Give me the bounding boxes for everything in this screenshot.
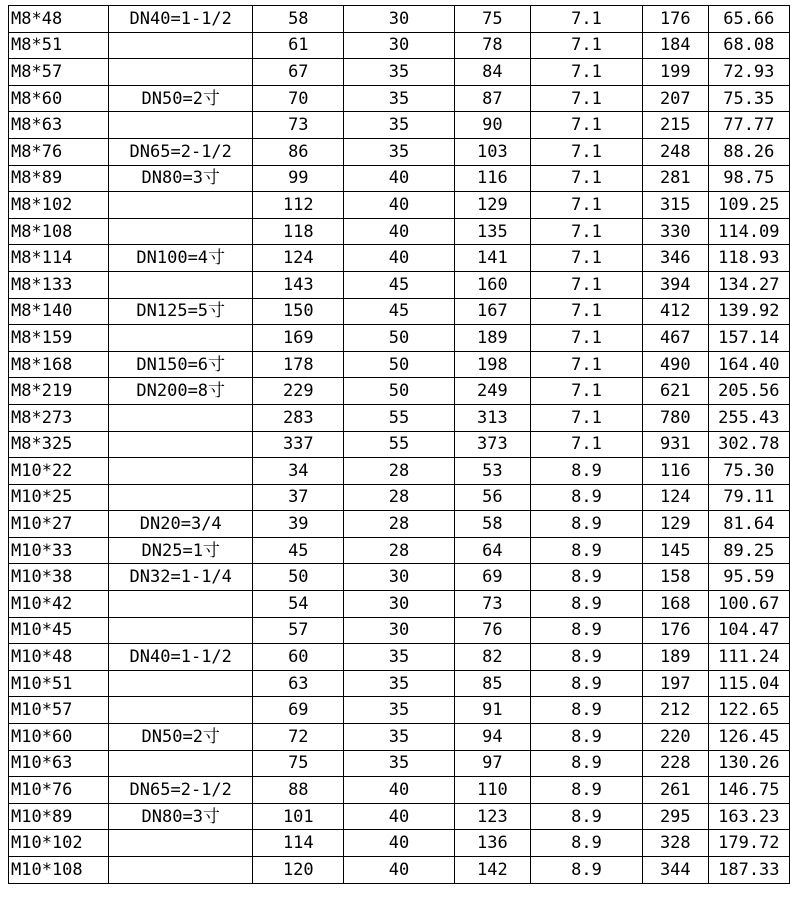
dim-d-cell: 8.9	[531, 803, 643, 830]
weight-cell: 281	[642, 165, 708, 192]
dim-a-cell: 101	[253, 803, 344, 830]
price-cell: 81.64	[708, 511, 789, 538]
dim-a-cell: 63	[253, 670, 344, 697]
dim-a-cell: 86	[253, 138, 344, 165]
weight-cell: 176	[642, 6, 708, 33]
bolt-spec-cell: M10*57	[9, 697, 109, 724]
weight-cell: 212	[642, 697, 708, 724]
table-row	[9, 697, 790, 724]
dim-a-cell: 178	[253, 351, 344, 378]
table-row	[9, 192, 790, 219]
price-cell: 72.93	[708, 59, 789, 86]
dim-d-cell: 8.9	[531, 458, 643, 485]
dim-c-cell: 82	[454, 644, 530, 671]
pipe-size-cell	[109, 697, 253, 724]
dim-c-cell: 160	[454, 271, 530, 298]
dim-d-cell: 8.9	[531, 830, 643, 857]
dim-c-cell: 73	[454, 591, 530, 618]
pipe-size-cell: DN65=2-1/2	[109, 138, 253, 165]
table-row	[9, 724, 790, 751]
price-cell: 163.23	[708, 803, 789, 830]
table-row	[9, 857, 790, 884]
dim-b-cell: 35	[344, 644, 455, 671]
dim-d-cell: 8.9	[531, 644, 643, 671]
dim-d-cell: 7.1	[531, 192, 643, 219]
dim-b-cell: 30	[344, 32, 455, 59]
table-row	[9, 32, 790, 59]
dim-c-cell: 249	[454, 378, 530, 405]
weight-cell: 116	[642, 458, 708, 485]
dim-b-cell: 40	[344, 245, 455, 272]
table-row	[9, 777, 790, 804]
bolt-spec-cell: M8*159	[9, 325, 109, 352]
table-row	[9, 670, 790, 697]
dim-b-cell: 28	[344, 484, 455, 511]
pipe-size-cell	[109, 617, 253, 644]
dim-a-cell: 37	[253, 484, 344, 511]
bolt-spec-cell: M8*140	[9, 298, 109, 325]
dim-c-cell: 135	[454, 218, 530, 245]
bolt-spec-cell: M10*76	[9, 777, 109, 804]
dim-a-cell: 150	[253, 298, 344, 325]
dim-d-cell: 7.1	[531, 112, 643, 139]
weight-cell: 412	[642, 298, 708, 325]
dim-a-cell: 39	[253, 511, 344, 538]
price-cell: 88.26	[708, 138, 789, 165]
table-row	[9, 404, 790, 431]
dim-d-cell: 8.9	[531, 591, 643, 618]
price-cell: 100.67	[708, 591, 789, 618]
weight-cell: 295	[642, 803, 708, 830]
dim-c-cell: 53	[454, 458, 530, 485]
dim-d-cell: 7.1	[531, 378, 643, 405]
table-row	[9, 511, 790, 538]
weight-cell: 124	[642, 484, 708, 511]
price-cell: 75.35	[708, 85, 789, 112]
bolt-spec-cell: M8*89	[9, 165, 109, 192]
dim-a-cell: 114	[253, 830, 344, 857]
dim-d-cell: 8.9	[531, 511, 643, 538]
dim-a-cell: 45	[253, 537, 344, 564]
bolt-spec-cell: M10*45	[9, 617, 109, 644]
dim-a-cell: 67	[253, 59, 344, 86]
dim-c-cell: 313	[454, 404, 530, 431]
bolt-spec-cell: M8*76	[9, 138, 109, 165]
pipe-size-cell: DN100=4寸	[109, 245, 253, 272]
dim-d-cell: 7.1	[531, 325, 643, 352]
weight-cell: 145	[642, 537, 708, 564]
pipe-size-cell: DN32=1-1/4	[109, 564, 253, 591]
bolt-spec-cell: M10*102	[9, 830, 109, 857]
pipe-size-cell: DN40=1-1/2	[109, 6, 253, 33]
dim-c-cell: 91	[454, 697, 530, 724]
dim-b-cell: 40	[344, 857, 455, 884]
weight-cell: 207	[642, 85, 708, 112]
table-row	[9, 85, 790, 112]
dim-d-cell: 7.1	[531, 59, 643, 86]
pipe-size-cell: DN65=2-1/2	[109, 777, 253, 804]
dim-a-cell: 337	[253, 431, 344, 458]
price-cell: 79.11	[708, 484, 789, 511]
dim-d-cell: 7.1	[531, 351, 643, 378]
dim-b-cell: 35	[344, 750, 455, 777]
bolt-spec-cell: M10*63	[9, 750, 109, 777]
weight-cell: 168	[642, 591, 708, 618]
dim-d-cell: 8.9	[531, 537, 643, 564]
dim-c-cell: 141	[454, 245, 530, 272]
table-row	[9, 644, 790, 671]
weight-cell: 189	[642, 644, 708, 671]
pipe-size-cell	[109, 32, 253, 59]
dim-a-cell: 120	[253, 857, 344, 884]
table-row	[9, 351, 790, 378]
pipe-size-cell	[109, 192, 253, 219]
pipe-size-cell	[109, 325, 253, 352]
table-row	[9, 165, 790, 192]
price-cell: 89.25	[708, 537, 789, 564]
bolt-spec-cell: M8*133	[9, 271, 109, 298]
pipe-size-cell: DN150=6寸	[109, 351, 253, 378]
pipe-size-cell: DN125=5寸	[109, 298, 253, 325]
bolt-spec-cell: M10*48	[9, 644, 109, 671]
dim-c-cell: 123	[454, 803, 530, 830]
price-cell: 104.47	[708, 617, 789, 644]
weight-cell: 621	[642, 378, 708, 405]
dim-a-cell: 143	[253, 271, 344, 298]
dim-d-cell: 7.1	[531, 138, 643, 165]
price-cell: 68.08	[708, 32, 789, 59]
dim-b-cell: 35	[344, 724, 455, 751]
price-cell: 111.24	[708, 644, 789, 671]
weight-cell: 129	[642, 511, 708, 538]
pipe-size-cell	[109, 271, 253, 298]
dim-b-cell: 50	[344, 351, 455, 378]
dim-b-cell: 35	[344, 85, 455, 112]
dim-a-cell: 118	[253, 218, 344, 245]
weight-cell: 215	[642, 112, 708, 139]
dim-d-cell: 8.9	[531, 724, 643, 751]
bolt-spec-cell: M10*33	[9, 537, 109, 564]
bolt-spec-cell: M10*51	[9, 670, 109, 697]
dim-c-cell: 94	[454, 724, 530, 751]
dim-d-cell: 7.1	[531, 32, 643, 59]
pipe-size-cell: DN50=2寸	[109, 85, 253, 112]
bolt-spec-cell: M10*60	[9, 724, 109, 751]
pipe-size-cell: DN80=3寸	[109, 803, 253, 830]
price-cell: 98.75	[708, 165, 789, 192]
price-cell: 179.72	[708, 830, 789, 857]
dim-b-cell: 28	[344, 537, 455, 564]
price-cell: 255.43	[708, 404, 789, 431]
dim-a-cell: 283	[253, 404, 344, 431]
pipe-size-cell	[109, 484, 253, 511]
dim-a-cell: 99	[253, 165, 344, 192]
price-cell: 157.14	[708, 325, 789, 352]
pipe-size-cell: DN50=2寸	[109, 724, 253, 751]
pipe-size-cell	[109, 218, 253, 245]
pipe-size-cell: DN25=1寸	[109, 537, 253, 564]
bolt-spec-cell: M8*48	[9, 6, 109, 33]
pipe-size-cell	[109, 670, 253, 697]
price-cell: 126.45	[708, 724, 789, 751]
weight-cell: 261	[642, 777, 708, 804]
dim-a-cell: 169	[253, 325, 344, 352]
price-cell: 146.75	[708, 777, 789, 804]
dim-d-cell: 7.1	[531, 404, 643, 431]
dim-b-cell: 28	[344, 458, 455, 485]
dim-c-cell: 78	[454, 32, 530, 59]
dim-c-cell: 103	[454, 138, 530, 165]
pipe-size-cell	[109, 404, 253, 431]
dim-c-cell: 76	[454, 617, 530, 644]
weight-cell: 197	[642, 670, 708, 697]
dim-c-cell: 97	[454, 750, 530, 777]
bolt-spec-cell: M10*42	[9, 591, 109, 618]
pipe-size-cell	[109, 112, 253, 139]
dim-d-cell: 7.1	[531, 245, 643, 272]
dim-c-cell: 58	[454, 511, 530, 538]
dim-c-cell: 136	[454, 830, 530, 857]
bolt-spec-cell: M8*114	[9, 245, 109, 272]
pipe-size-cell: DN20=3/4	[109, 511, 253, 538]
pipe-size-cell: DN40=1-1/2	[109, 644, 253, 671]
dim-b-cell: 30	[344, 617, 455, 644]
dim-a-cell: 60	[253, 644, 344, 671]
price-cell: 164.40	[708, 351, 789, 378]
dim-a-cell: 70	[253, 85, 344, 112]
table-row	[9, 378, 790, 405]
bolt-spec-cell: M10*27	[9, 511, 109, 538]
bolt-spec-cell: M8*168	[9, 351, 109, 378]
dim-d-cell: 8.9	[531, 857, 643, 884]
price-cell: 134.27	[708, 271, 789, 298]
dim-c-cell: 198	[454, 351, 530, 378]
table-row	[9, 750, 790, 777]
pipe-size-cell: DN80=3寸	[109, 165, 253, 192]
dim-a-cell: 73	[253, 112, 344, 139]
weight-cell: 931	[642, 431, 708, 458]
price-cell: 118.93	[708, 245, 789, 272]
dim-a-cell: 69	[253, 697, 344, 724]
price-cell: 139.92	[708, 298, 789, 325]
bolt-spec-cell: M10*108	[9, 857, 109, 884]
dim-d-cell: 8.9	[531, 777, 643, 804]
dim-c-cell: 110	[454, 777, 530, 804]
dim-c-cell: 56	[454, 484, 530, 511]
table-row	[9, 537, 790, 564]
pipe-size-cell	[109, 59, 253, 86]
dim-b-cell: 30	[344, 591, 455, 618]
dim-d-cell: 7.1	[531, 431, 643, 458]
dim-c-cell: 75	[454, 6, 530, 33]
spec-table	[8, 5, 790, 884]
dim-d-cell: 7.1	[531, 165, 643, 192]
pipe-size-cell	[109, 458, 253, 485]
table-row	[9, 431, 790, 458]
dim-c-cell: 85	[454, 670, 530, 697]
dim-b-cell: 35	[344, 112, 455, 139]
dim-c-cell: 64	[454, 537, 530, 564]
table-row	[9, 803, 790, 830]
dim-b-cell: 28	[344, 511, 455, 538]
dim-d-cell: 8.9	[531, 617, 643, 644]
pipe-size-cell	[109, 857, 253, 884]
price-cell: 205.56	[708, 378, 789, 405]
weight-cell: 330	[642, 218, 708, 245]
dim-a-cell: 112	[253, 192, 344, 219]
dim-b-cell: 35	[344, 59, 455, 86]
dim-b-cell: 40	[344, 777, 455, 804]
table-row	[9, 6, 790, 33]
dim-a-cell: 229	[253, 378, 344, 405]
dim-a-cell: 75	[253, 750, 344, 777]
weight-cell: 467	[642, 325, 708, 352]
bolt-spec-cell: M8*325	[9, 431, 109, 458]
dim-b-cell: 30	[344, 6, 455, 33]
weight-cell: 344	[642, 857, 708, 884]
dim-b-cell: 50	[344, 378, 455, 405]
dim-a-cell: 58	[253, 6, 344, 33]
table-row	[9, 591, 790, 618]
dim-b-cell: 40	[344, 803, 455, 830]
dim-a-cell: 50	[253, 564, 344, 591]
dim-c-cell: 116	[454, 165, 530, 192]
dim-b-cell: 55	[344, 431, 455, 458]
bolt-spec-cell: M10*22	[9, 458, 109, 485]
dim-d-cell: 7.1	[531, 6, 643, 33]
bolt-spec-cell: M8*57	[9, 59, 109, 86]
dim-b-cell: 50	[344, 325, 455, 352]
bolt-spec-cell: M8*102	[9, 192, 109, 219]
table-row	[9, 298, 790, 325]
dim-b-cell: 45	[344, 271, 455, 298]
price-cell: 302.78	[708, 431, 789, 458]
dim-d-cell: 7.1	[531, 85, 643, 112]
bolt-spec-cell: M8*108	[9, 218, 109, 245]
dim-b-cell: 35	[344, 670, 455, 697]
table-row	[9, 112, 790, 139]
weight-cell: 346	[642, 245, 708, 272]
weight-cell: 184	[642, 32, 708, 59]
dim-a-cell: 72	[253, 724, 344, 751]
table-body	[9, 6, 790, 884]
weight-cell: 199	[642, 59, 708, 86]
dim-c-cell: 142	[454, 857, 530, 884]
table-row	[9, 218, 790, 245]
weight-cell: 158	[642, 564, 708, 591]
dim-b-cell: 35	[344, 697, 455, 724]
dim-d-cell: 7.1	[531, 218, 643, 245]
pipe-size-cell	[109, 591, 253, 618]
weight-cell: 490	[642, 351, 708, 378]
weight-cell: 228	[642, 750, 708, 777]
table-row	[9, 458, 790, 485]
price-cell: 77.77	[708, 112, 789, 139]
pipe-size-cell: DN200=8寸	[109, 378, 253, 405]
weight-cell: 394	[642, 271, 708, 298]
dim-c-cell: 90	[454, 112, 530, 139]
dim-d-cell: 8.9	[531, 670, 643, 697]
price-cell: 115.04	[708, 670, 789, 697]
dim-d-cell: 7.1	[531, 298, 643, 325]
price-cell: 130.26	[708, 750, 789, 777]
bolt-spec-cell: M8*219	[9, 378, 109, 405]
dim-b-cell: 45	[344, 298, 455, 325]
dim-c-cell: 69	[454, 564, 530, 591]
bolt-spec-cell: M8*51	[9, 32, 109, 59]
dim-c-cell: 373	[454, 431, 530, 458]
table-row	[9, 325, 790, 352]
price-cell: 109.25	[708, 192, 789, 219]
table-row	[9, 617, 790, 644]
dim-c-cell: 167	[454, 298, 530, 325]
dim-b-cell: 35	[344, 138, 455, 165]
table-row	[9, 564, 790, 591]
weight-cell: 176	[642, 617, 708, 644]
dim-b-cell: 55	[344, 404, 455, 431]
price-cell: 75.30	[708, 458, 789, 485]
dim-c-cell: 87	[454, 85, 530, 112]
bolt-spec-cell: M8*273	[9, 404, 109, 431]
dim-d-cell: 8.9	[531, 564, 643, 591]
pipe-size-cell	[109, 830, 253, 857]
dim-a-cell: 124	[253, 245, 344, 272]
dim-a-cell: 54	[253, 591, 344, 618]
price-cell: 65.66	[708, 6, 789, 33]
bolt-spec-cell: M10*38	[9, 564, 109, 591]
dim-b-cell: 40	[344, 830, 455, 857]
table-row	[9, 830, 790, 857]
weight-cell: 780	[642, 404, 708, 431]
weight-cell: 248	[642, 138, 708, 165]
weight-cell: 220	[642, 724, 708, 751]
dim-c-cell: 189	[454, 325, 530, 352]
dim-b-cell: 40	[344, 218, 455, 245]
table-row	[9, 59, 790, 86]
dim-a-cell: 57	[253, 617, 344, 644]
dim-c-cell: 129	[454, 192, 530, 219]
dim-b-cell: 40	[344, 192, 455, 219]
dim-a-cell: 88	[253, 777, 344, 804]
dim-d-cell: 8.9	[531, 750, 643, 777]
dim-b-cell: 30	[344, 564, 455, 591]
price-cell: 122.65	[708, 697, 789, 724]
bolt-spec-cell: M8*60	[9, 85, 109, 112]
dim-a-cell: 34	[253, 458, 344, 485]
table-row	[9, 245, 790, 272]
table-row	[9, 271, 790, 298]
dim-a-cell: 61	[253, 32, 344, 59]
weight-cell: 328	[642, 830, 708, 857]
table-row	[9, 484, 790, 511]
dim-b-cell: 40	[344, 165, 455, 192]
price-cell: 95.59	[708, 564, 789, 591]
weight-cell: 315	[642, 192, 708, 219]
pipe-size-cell	[109, 750, 253, 777]
bolt-spec-cell: M10*89	[9, 803, 109, 830]
bolt-spec-cell: M8*63	[9, 112, 109, 139]
table-row	[9, 138, 790, 165]
dim-d-cell: 8.9	[531, 697, 643, 724]
dim-d-cell: 7.1	[531, 271, 643, 298]
dim-d-cell: 8.9	[531, 484, 643, 511]
bolt-spec-cell: M10*25	[9, 484, 109, 511]
pipe-size-cell	[109, 431, 253, 458]
price-cell: 187.33	[708, 857, 789, 884]
price-cell: 114.09	[708, 218, 789, 245]
dim-c-cell: 84	[454, 59, 530, 86]
